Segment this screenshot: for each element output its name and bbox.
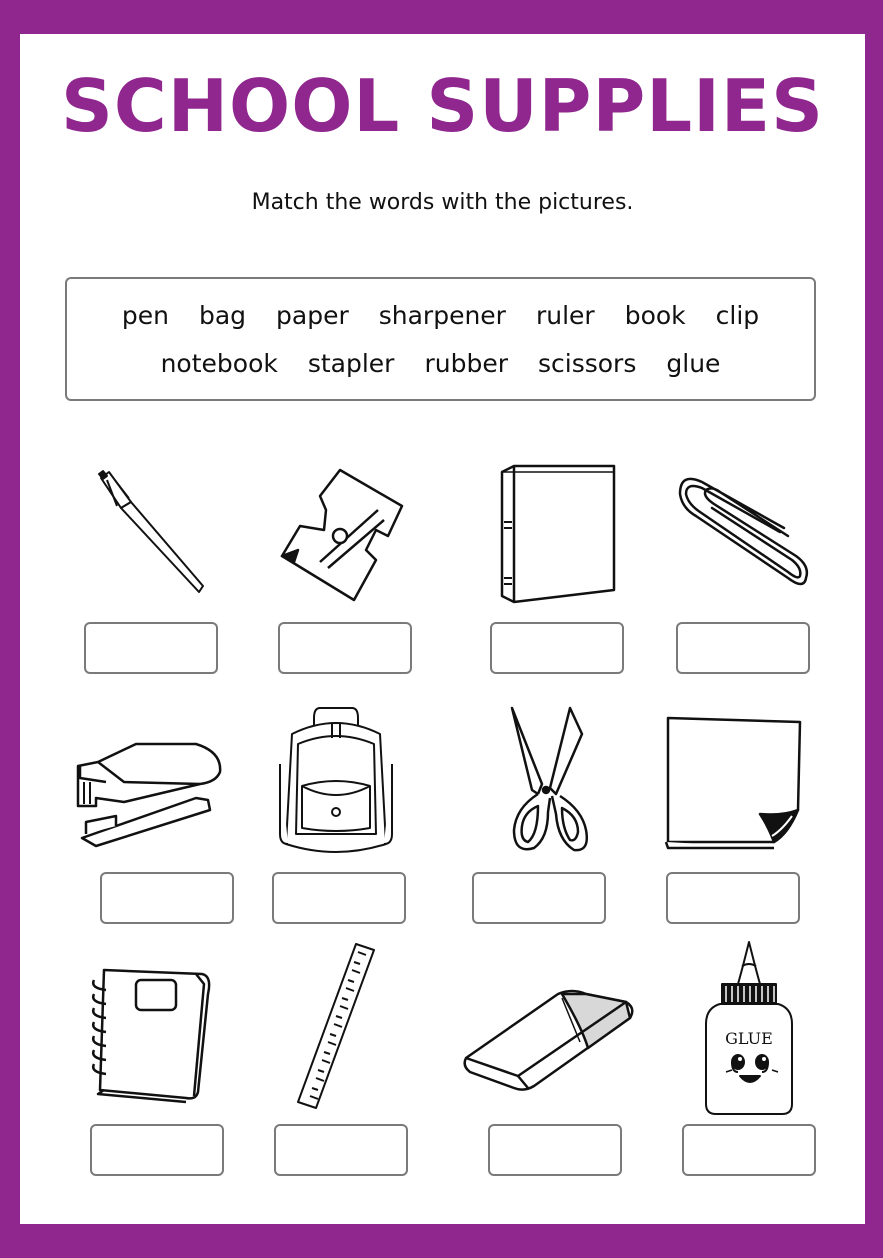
- word-bank-row-1: [67, 301, 814, 330]
- answer-box-11[interactable]: [488, 1124, 622, 1176]
- answer-box-5[interactable]: [100, 872, 234, 924]
- page-title: SCHOOL SUPPLIES: [61, 64, 824, 148]
- sharpener-icon: [280, 466, 405, 602]
- word-book: book: [624, 301, 686, 330]
- scissors-icon: [508, 704, 590, 856]
- notebook-icon: [90, 964, 216, 1104]
- backpack-icon: [276, 704, 396, 860]
- glue-icon: [702, 940, 796, 1116]
- paper-clip-icon: [676, 474, 811, 598]
- word-sharpener: sharpener: [378, 301, 506, 330]
- answer-box-1[interactable]: [84, 622, 218, 674]
- ruler-icon: [296, 940, 378, 1112]
- pen-icon: [95, 468, 210, 596]
- paper-icon: [664, 714, 806, 850]
- answer-box-3[interactable]: [490, 622, 624, 674]
- book-icon: [498, 462, 620, 604]
- answer-box-4[interactable]: [676, 622, 810, 674]
- stapler-icon: [76, 738, 224, 850]
- answer-box-12[interactable]: [682, 1124, 816, 1176]
- answer-box-9[interactable]: [90, 1124, 224, 1176]
- word-ruler: ruler: [535, 301, 595, 330]
- word-bag: bag: [198, 301, 247, 330]
- answer-box-8[interactable]: [666, 872, 800, 924]
- answer-box-7[interactable]: [472, 872, 606, 924]
- answer-box-2[interactable]: [278, 622, 412, 674]
- word-bank-row-2: [67, 349, 814, 378]
- rubber-icon: [462, 988, 638, 1092]
- word-scissors: scissors: [538, 349, 637, 378]
- word-stapler: stapler: [307, 349, 395, 378]
- instructions: Match the words with the pictures.: [251, 190, 634, 215]
- word-rubber: rubber: [424, 349, 508, 378]
- word-pen: pen: [121, 301, 169, 330]
- word-glue: glue: [666, 349, 721, 378]
- answer-box-10[interactable]: [274, 1124, 408, 1176]
- answer-box-6[interactable]: [272, 872, 406, 924]
- word-paper: paper: [276, 301, 349, 330]
- glue-label: GLUE: [725, 1029, 773, 1048]
- word-notebook: notebook: [160, 349, 278, 378]
- word-bank: [65, 277, 816, 401]
- word-clip: clip: [715, 301, 760, 330]
